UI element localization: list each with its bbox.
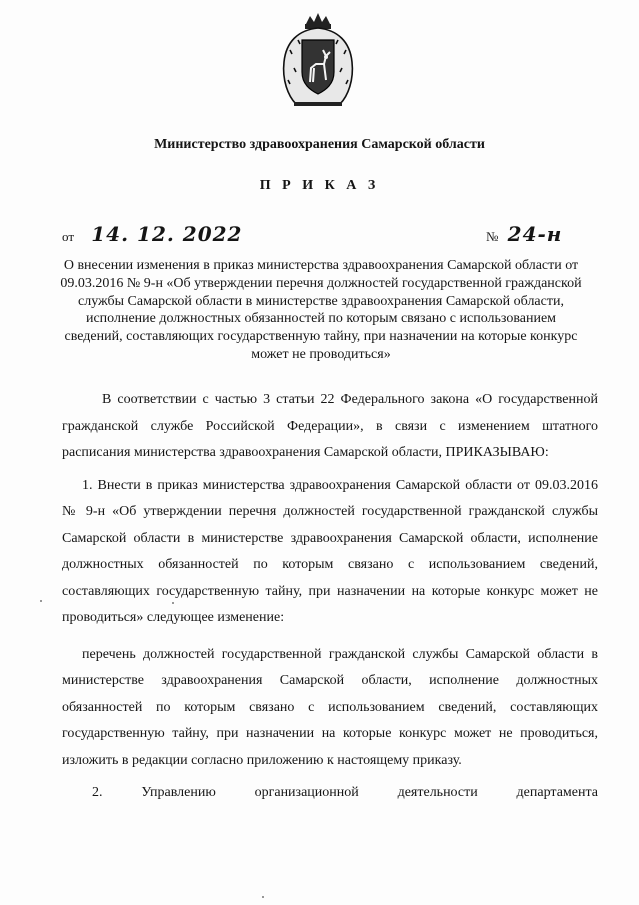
scan-speck [262,896,264,898]
number-line [486,222,562,246]
paragraph-item-2: 2. Управлению организационной деятельности департамента [92,785,598,800]
number-label: № [486,229,499,244]
order-subject: О внесении изменения в приказ министерства здравоохранения Самарской области от 09.03.2016 № 9-н «Об утверждении перечня должностей государственной гражданской службы Самарской области в министерстве здравоохранения Самарской области, исполнение должностных обязанностей по которым связано с использованием сведений, составляющих государственную тайну, при назначении на которые конкурс может не проводиться» [60,258,582,362]
scan-speck [40,600,42,602]
paragraph-list-text: перечень должностей государственной гражданской службы Самарской области в министерстве здравоохранения Самарской области, исполнение должностных обязанностей по которым связано с использованием сведений, составляющих государственную тайну, при назначении на которые конкурс может не проводиться, изложить в редакции согласно приложению к настоящему приказу. [62,646,598,768]
paragraph-item-1: 1. Внести в приказ министерства здравоохранения Самарской области от 09.03.2016 № 9-н «Об утверждении перечня должностей государственной гражданской службы Самарской области в министерстве здравоохранения Самарской области, исполнение должностных обязанностей по которым связано с использованием сведений, составляющих государственную тайну, при назначении на которые конкурс может не проводиться» следующее изменение: [62,477,598,625]
paragraph-preamble: В соответствии с частью 3 статьи 22 Федерального закона «О государственной гражданской службе Российской Федерации», в связи с изменением штатного расписания министерства здравоохранения Самарской области, ПРИКАЗЫВАЮ: [62,392,598,460]
number-value: 24-н [507,222,563,246]
ministry-name: Министерство здравоохранения Самарской области [154,137,485,152]
scan-speck [172,602,174,604]
document-title: П Р И К А З [259,178,380,193]
date-line [62,222,242,246]
date-label: от [62,229,75,244]
coat-of-arms-icon [276,10,360,110]
order-body [62,387,598,807]
date-value: 14. 12. 2022 [91,222,243,246]
